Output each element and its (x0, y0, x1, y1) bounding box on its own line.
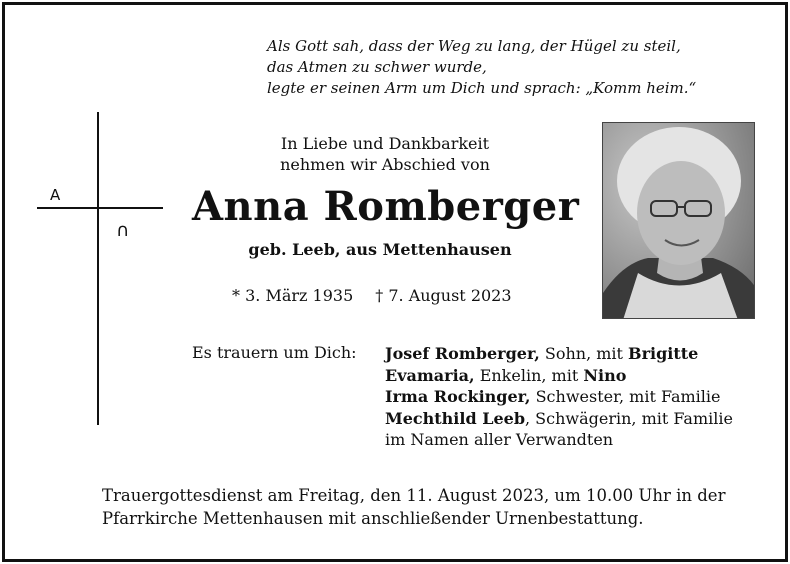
mourner-line (385, 429, 733, 451)
mourner-relation: Enkelin, mit (474, 365, 584, 385)
alpha-icon: A (50, 186, 61, 204)
mourner-relation: im Namen aller Verwandten (385, 430, 614, 449)
mourner-relation: Schwester, mit Familie (530, 387, 721, 406)
mourner-name: Irma Rockinger, (385, 387, 531, 406)
service-info (102, 484, 725, 530)
birth-date: * 3. März 1935 (232, 286, 354, 305)
verse-line: legte er seinen Arm um Dich und sprach: „Komm heim.“ (267, 79, 697, 97)
intro-line: In Liebe und Dankbarkeit (280, 134, 490, 153)
death-date: † 7. August 2023 (375, 286, 512, 305)
mourner-line (385, 365, 733, 387)
portrait-photo (602, 122, 755, 319)
cross-icon (97, 112, 99, 425)
life-dates (232, 286, 512, 305)
verse-line: das Atmen zu schwer wurde, (267, 58, 487, 76)
maiden-name: geb. Leeb, aus Mettenhausen (248, 240, 512, 259)
verse (267, 36, 696, 99)
portrait-image (603, 123, 755, 319)
mourners-list (385, 343, 733, 451)
intro-line: nehmen wir Abschied von (280, 155, 490, 174)
service-line: Trauergottesdienst am Freitag, den 11. August 2023, um 10.00 Uhr in der (102, 486, 726, 505)
mourner-relation: Sohn, mit (539, 344, 629, 363)
mourner-line (385, 343, 733, 365)
mourner-line (385, 386, 733, 408)
mourner-name: Evamaria, (385, 365, 475, 385)
mourning-label: Es trauern um Dich: (192, 343, 357, 362)
mourner-partner: Nino (583, 365, 627, 385)
mourner-name: Josef Romberger, (385, 344, 540, 363)
deceased-name: Anna Romberger (192, 183, 580, 230)
intro-text (265, 133, 505, 175)
cross-crossbar (37, 207, 163, 209)
mourner-relation: , Schwägerin, mit Familie (525, 408, 733, 428)
verse-line: Als Gott sah, dass der Weg zu lang, der Hügel zu steil, (267, 37, 681, 55)
mourner-line (385, 408, 733, 430)
mourner-name: Mechthild Leeb (385, 408, 525, 428)
omega-icon: ∩ (116, 220, 130, 241)
service-line: Pfarrkirche Mettenhausen mit anschließender Urnenbestattung. (102, 509, 644, 528)
mourner-partner: Brigitte (628, 344, 699, 363)
